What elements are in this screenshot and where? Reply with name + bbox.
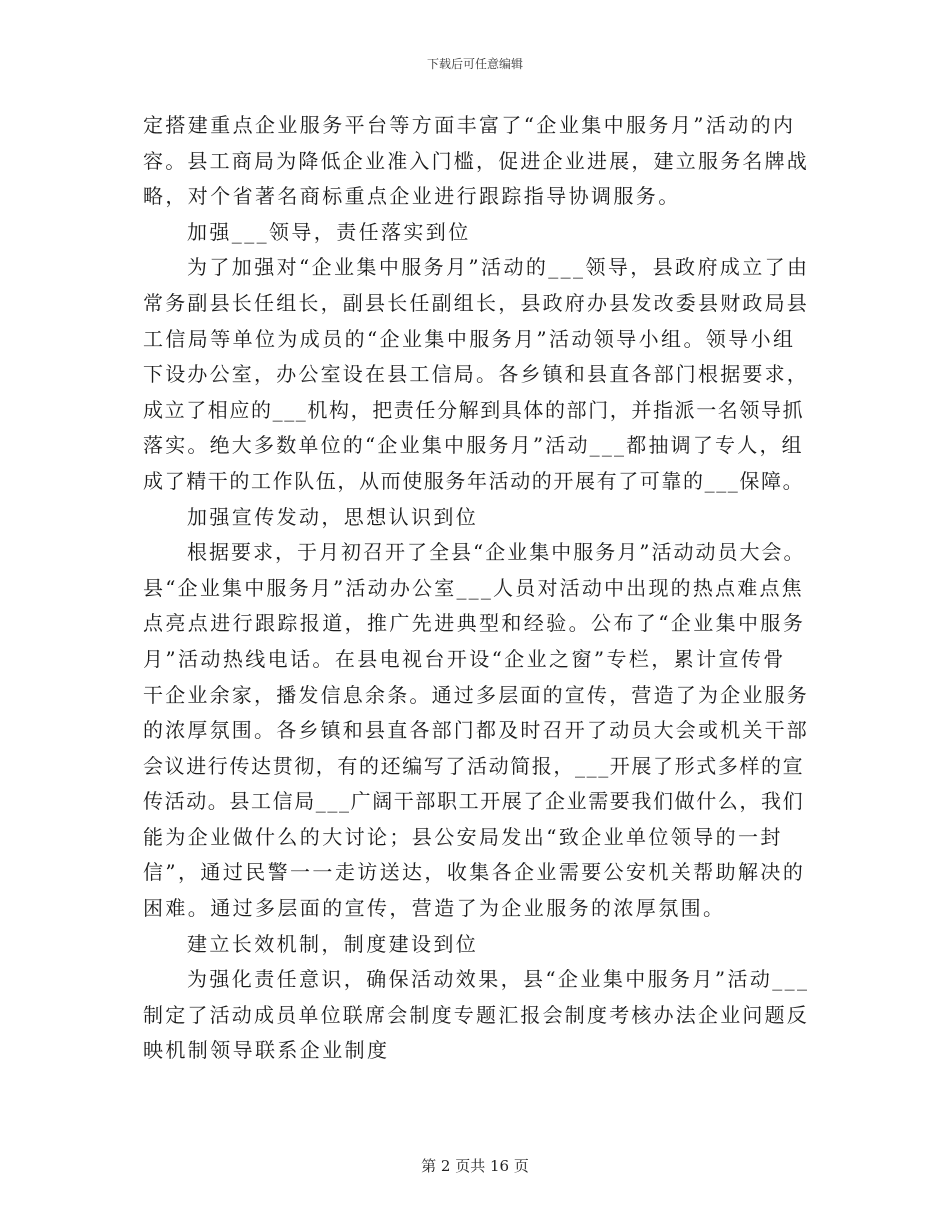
page-header: 下载后可任意编辑 [426,57,523,71]
text-line: 干企业余家，播发信息余条。通过多层面的宣传，营造了为企业服务 [143,682,809,707]
page-number: 第 2 页共 16 页 [421,1157,529,1175]
text-line: 加强___领导，责任落实到位 [187,219,471,244]
text-line: 传活动。县工信局___广阔干部职工开展了企业需要我们做什么，我们 [143,789,805,814]
text-line: 困难。通过多层面的宣传，营造了为企业服务的浓厚氛围。 [143,896,726,921]
text-line: 略，对个省著名商标重点企业进行跟踪指导协调服务。 [143,184,681,209]
text-line: 容。县工商局为降低企业准入门槛，促进企业进展，建立服务名牌战 [143,148,809,173]
text-line: 落实。绝大多数单位的“企业集中服务月”活动___都抽调了专人，组 [143,433,804,458]
text-line: 加强宣传发动，思想认识到位 [187,504,479,529]
text-line: 成立了相应的___机构，把责任分解到具体的部门，并指派一名领导抓 [143,397,805,422]
text-line: 制定了活动成员单位联席会制度专题汇报会制度考核办法企业问题反 [143,1002,809,1027]
text-line: 的浓厚氛围。各乡镇和县直各部门都及时召开了动员大会或机关干部 [143,718,809,743]
text-line: 工信局等单位为成员的“企业集中服务月”活动领导小组。领导小组 [143,326,796,351]
text-line: 映机制领导联系企业制度 [143,1038,390,1063]
document-body [143,108,809,1069]
text-line: 定搭建重点企业服务平台等方面丰富了“企业集中服务月”活动的内 [143,113,796,137]
text-line: 下设办公室，办公室设在县工信局。各乡镇和县直各部门根据要求， [143,362,809,387]
text-line: 建立长效机制，制度建设到位 [187,931,479,956]
text-line: 根据要求，于月初召开了全县“企业集中服务月”活动动员大会。 [187,540,806,565]
text-line: 常务副县长任组长，副县长任副组长，县政府办县发改委县财政局县 [143,290,809,315]
text-line: 月”活动热线电话。在县电视台开设“企业之窗”专栏，累计宣传骨 [143,646,786,671]
text-line: 成了精干的工作队伍，从而使服务年活动的开展有了可靠的___保障。 [143,468,805,493]
text-line: 县“企业集中服务月”活动办公室___人员对活动中出现的热点难点焦 [143,575,804,600]
text-line: 会议进行传达贯彻，有的还编写了活动简报，___开展了形式多样的宣 [143,753,805,778]
text-line: 为强化责任意识，确保活动效果，县“企业集中服务月”活动___ [187,967,810,992]
text-line: 为了加强对“企业集中服务月”活动的___领导，县政府成立了由 [187,255,810,280]
text-line: 能为企业做什么的大讨论；县公安局发出“致企业单位领导的一封 [143,824,783,849]
text-line: 点亮点进行跟踪报道，推广先进典型和经验。公布了“企业集中服务 [143,611,806,636]
text-line: 信”，通过民警一一走访送达，收集各企业需要公安机关帮助解决的 [143,860,806,885]
